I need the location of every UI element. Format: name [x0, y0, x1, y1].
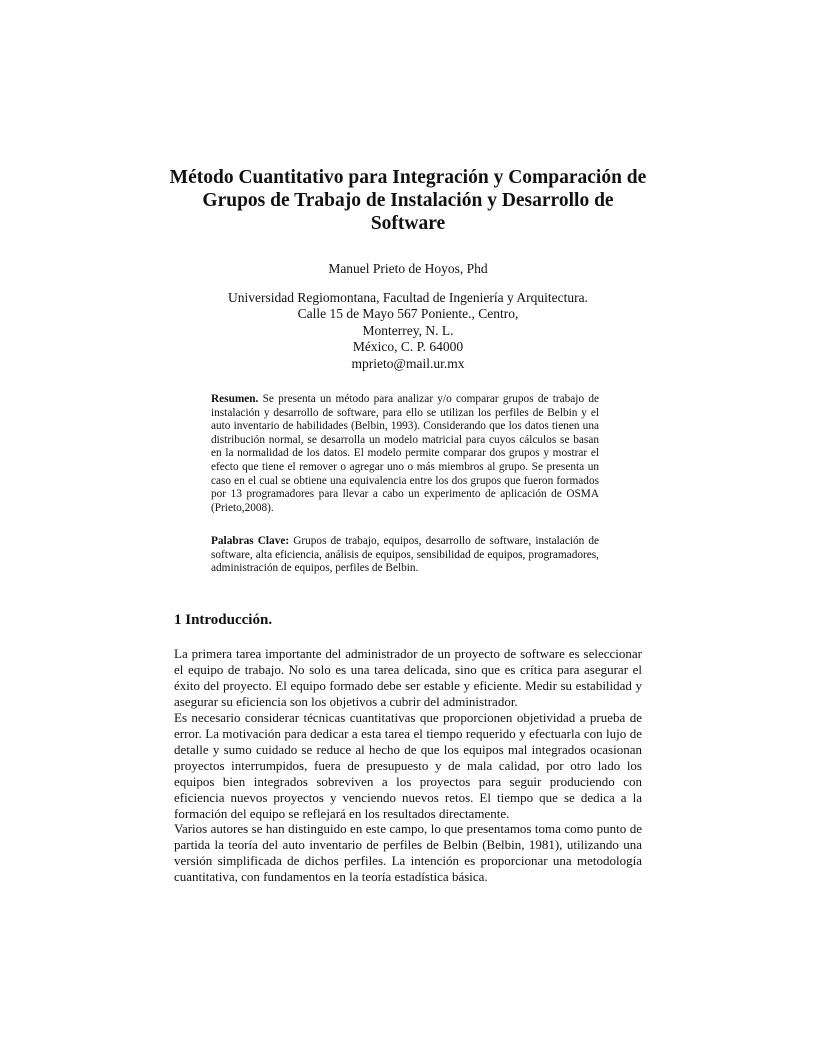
affiliation-line-3: Monterrey, N. L.	[362, 322, 454, 338]
body-paragraph-3: Varios autores se han distinguido en este campo, lo que presentamos toma como punto de partida la teoría del auto inventario de perfiles de Belbin (Belbin, 1981), utilizando una versión simplificada de dichos perfiles. La intención es proporcionar una metodología cuantitativa, con fundamentos en la teoría estadística básica.	[174, 821, 642, 885]
affiliation-line-4: México, C. P. 64000	[352, 339, 464, 355]
affiliation-line-1: Universidad Regiomontana, Facultad de Ingeniería y Arquitectura.	[228, 290, 588, 305]
section-body	[174, 646, 642, 885]
title-line-3: Software	[370, 213, 446, 234]
abstract-label: Resumen.	[211, 393, 259, 405]
paper-title	[150, 166, 666, 235]
title-line-2: Grupos de Trabajo de Instalación y Desarrollo de	[202, 190, 614, 211]
abstract	[211, 393, 599, 515]
keywords-label: Palabras Clave:	[211, 535, 290, 547]
keywords-text: Grupos de trabajo, equipos, desarrollo de software, instalación de software, alta eficiencia, análisis de equipos, sensibilidad de equipos, programadores, administración de equipos, perfiles de Belbin.	[211, 535, 600, 575]
affiliation-block	[150, 290, 666, 372]
affiliation-line-2: Calle 15 de Mayo 567 Poniente., Centro,	[297, 306, 519, 322]
body-paragraph-1: La primera tarea importante del administrador de un proyecto de software es seleccionar el equipo de trabajo. No solo es una tarea delicada, sino que es crítica para asegurar el éxito del proyecto. El equipo formado debe ser estable y eficiente. Medir su estabilidad y asegurar su eficiencia son los objetivos a cubrir del administrador.	[174, 646, 642, 709]
section-heading-introduccion: 1 Introducción.	[174, 612, 273, 628]
keywords	[211, 535, 599, 576]
abstract-text: Se presenta un método para analizar y/o comparar grupos de trabajo de instalación y desarrollo de software, para ello se utilizan los perfiles de Belbin y el auto inventario de habilidades (Belbin, 1993). Considerando que los datos tienen una distribución normal, se desarrolla un modelo matricial para cuyos cálculos se basan en la normalidad de los datos. El modelo permite comparar dos grupos y mostrar el efecto que tiene el remover o agregar uno o más miembros al grupo. Se presenta un caso en el cual se obtiene una equivalencia entre los dos grupos que fueron formados por 13 programadores para llevar a cabo un experimento de aplicación de OSMA (Prieto,2008).	[211, 393, 599, 514]
author-email: mprieto@mail.ur.mx	[351, 355, 465, 371]
title-line-1: Método Cuantitativo para Integración y Comparación de	[169, 167, 647, 188]
author-name: Manuel Prieto de Hoyos, Phd	[328, 261, 488, 276]
body-paragraph-2: Es necesario considerar técnicas cuantitativas que proporcionen objetividad a prueba de error. La motivación para dedicar a esta tarea el tiempo requerido y efectuarla con lujo de detalle y sumo cuidado se reduce al hecho de que los equipos mal integrados ocasionan proyectos interrumpidos, fuera de presupuesto y de mala calidad, por otro lado los equipos bien integrados sobreviven a los proyectos para seguir produciendo con eficiencia nuevos proyectos y venciendo nuevos retos. El tiempo que se dedica a la formación del equipo se reflejará en los resultados directamente.	[174, 709, 642, 821]
